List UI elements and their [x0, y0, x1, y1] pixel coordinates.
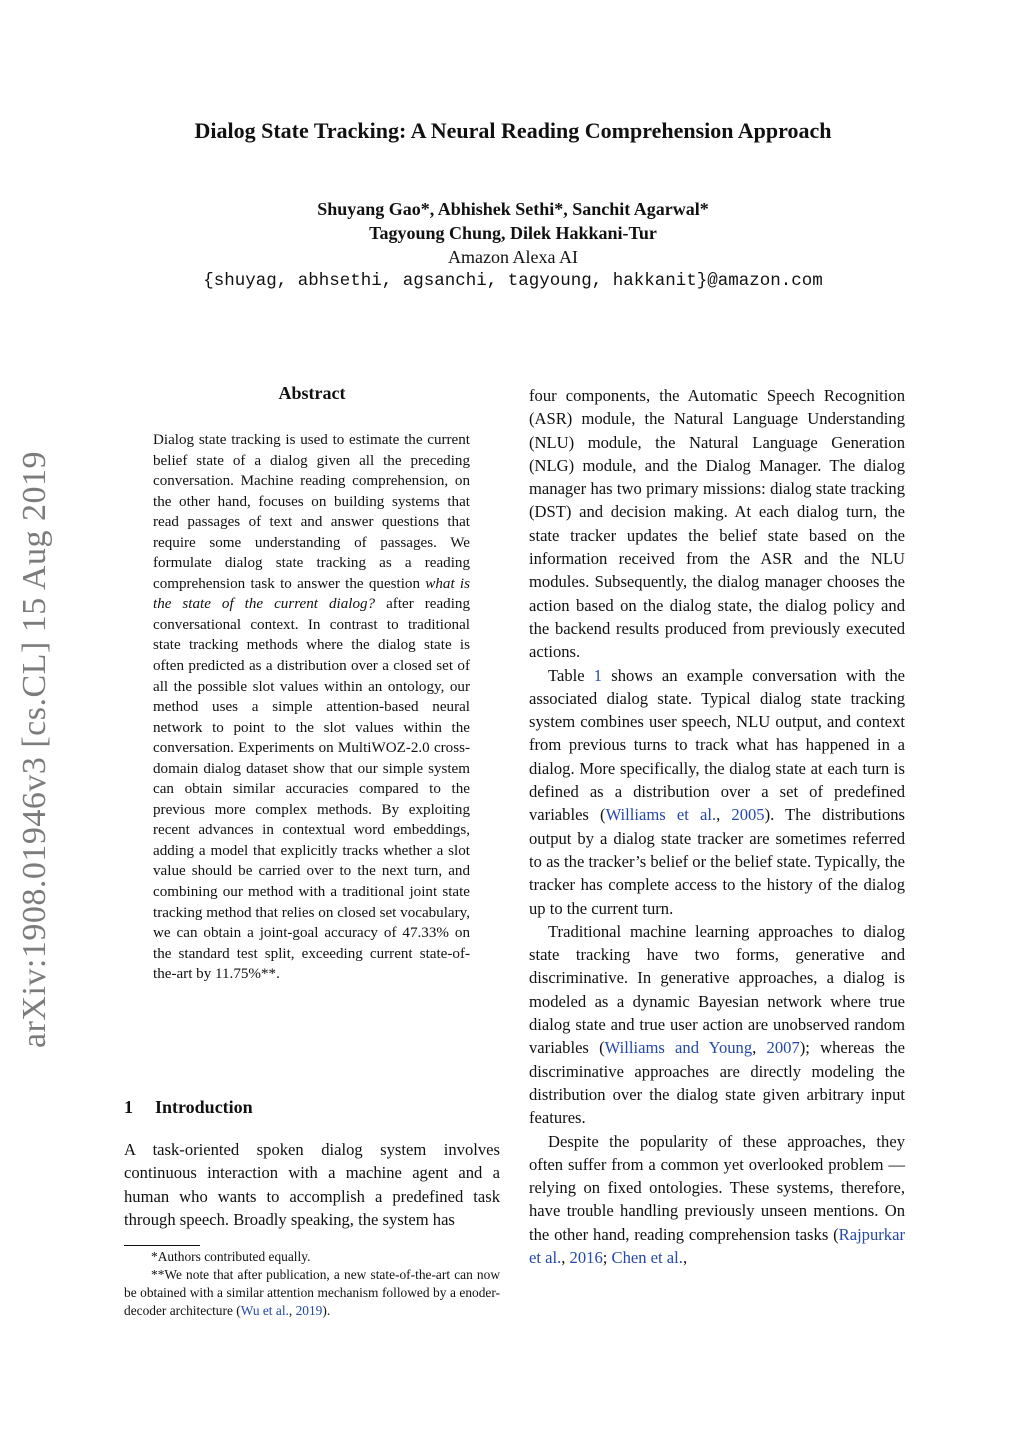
citation-link-williams-young-year[interactable]: 2007 — [766, 1038, 800, 1058]
author-line-1: Shuyang Gao*, Abhishek Sethi*, Sanchit Agarwal* — [317, 199, 709, 219]
p3-text-a: Traditional machine learning approaches to dialog state tracking have two forms, generative and discriminative. In generative approaches, a dialog is modeled as a dynamic Bayesian network where true dialog state and true user action are unobserved random variables ( — [529, 921, 905, 1058]
right-paragraph-1: four components, the Automatic Speech Recognition (ASR) module, the Natural Language Understanding (NLU) module, the Natural Language Generation (NLG) module, and the Dialog Manager. The dialog manager has two primary missions: dialog state tracking (DST) and decision making. At each dialog turn, the state tracker updates the belief state based on the information received from the ASR and the NLU modules. Subsequently, the dialog manager chooses the action based on the dialog state, the dialog policy and the backend results produced from previously executed actions. — [529, 386, 905, 662]
p2-text-c: ). The distributions output by a dialog state tracker are sometimes referred to as the tracker’s belief or the belief state. Typically, the tracker has complete access to the history of the dialog up to the current turn. — [529, 805, 905, 918]
footnote-rule — [124, 1245, 200, 1246]
p2-text-a: Table — [548, 665, 594, 685]
footnotes — [124, 1248, 500, 1320]
introduction-paragraph: A task-oriented spoken dialog system involves continuous interaction with a machine agent and a human who wants to accomplish a predefined task through speech. Broadly speaking, the system has — [124, 1140, 500, 1229]
author-emails: {shuyag, abhsethi, agsanchi, tagyoung, hakkanit}@amazon.com — [203, 271, 823, 291]
p2-text-b: shows an example conversation with the associated dialog state. Typical dialog state tracking system combines user speech, NLU output, and context from previous turns to track what has happened in a dialog. More specifically, the dialog state at each turn is defined as a distribution over a set of predefined variables ( — [529, 665, 905, 825]
citation-separator: , — [716, 805, 732, 825]
p3-text-b: ); whereas the discriminative approaches are directly modeling the distribution over the dialog state given arbitrary input features. — [529, 1038, 905, 1128]
footnote-authors: *Authors contributed equally. — [151, 1249, 311, 1264]
section-title: Introduction — [155, 1097, 253, 1117]
p4-end: , — [682, 1247, 688, 1267]
paper-title: Dialog State Tracking: A Neural Reading Comprehension Approach — [194, 118, 832, 143]
citation-separator: , — [288, 1303, 296, 1318]
arxiv-side-label: arXiv:1908.01946v3 [cs.CL] 15 Aug 2019 — [16, 451, 53, 1048]
citation-link-rajpurkar-year[interactable]: 2016 — [569, 1247, 603, 1267]
right-paragraph-2 — [529, 664, 905, 920]
abstract-question: what is the state of the current dialog? — [153, 575, 470, 613]
citation-link-williams-young[interactable]: Williams and Young — [604, 1038, 753, 1058]
table-ref-link[interactable]: 1 — [593, 665, 603, 685]
citation-separator: , — [561, 1247, 570, 1267]
abstract-body — [153, 430, 470, 985]
section-number: 1 — [124, 1097, 133, 1117]
section-heading-introduction — [124, 1097, 253, 1118]
footnote-sota-end: ). — [322, 1303, 331, 1318]
abstract-text-after: after reading conversational context. In contrast to traditional state tracking methods where the dialog state is often predicted as a distribution over a closed set of all the possible slot values within an ontology, our method uses a simple attention-based neural network to point to the slot values within the conversation. Experiments on MultiWOZ-2.0 cross-domain dialog dataset show that our simple system can obtain similar accuracies compared to the previous more complex methods. By exploiting recent advances in contextual word embeddings, adding a model that explicitly tracks whether a slot value should be carried over to the next turn, and combining our method with a traditional joint state tracking method that relies on closed set vocabulary, we can obtain a joint-goal accuracy of 47.33% on the standard test split, exceeding current state-of-the-art by 11.75%**. — [153, 596, 471, 983]
citation-link-chen[interactable]: Chen et al. — [611, 1247, 683, 1267]
right-paragraph-3 — [529, 920, 905, 1130]
footnote-sota-text: **We note that after publication, a new state-of-the-art can now be obtained with a similar attention mechanism followed by a enoder-decoder architecture ( — [124, 1267, 500, 1318]
footnote-sota — [124, 1266, 500, 1320]
affiliation: Amazon Alexa AI — [448, 247, 578, 267]
p4-text-a: Despite the popularity of these approaches, they often suffer from a common yet overlooked problem — relying on fixed ontologies. These systems, therefore, have trouble handling previously unseen mentions. On the other hand, reading comprehension tasks ( — [529, 1131, 905, 1244]
citation-link-rajpurkar[interactable]: Rajpurkar et al. — [529, 1224, 905, 1267]
citation-link-williams-2005-year[interactable]: 2005 — [731, 805, 765, 825]
right-column — [529, 384, 905, 1269]
citation-link-wu-year[interactable]: 2019 — [295, 1303, 323, 1318]
author-line-2: Tagyoung Chung, Dilek Hakkani-Tur — [369, 223, 657, 243]
citation-link-wu[interactable]: Wu et al. — [240, 1303, 289, 1318]
citation-separator: ; — [602, 1247, 612, 1267]
abstract-heading: Abstract — [278, 383, 346, 403]
right-paragraph-4 — [529, 1130, 905, 1270]
author-block — [100, 197, 926, 293]
abstract-text-before: Dialog state tracking is used to estimate the current belief state of a dialog given all the preceding conversation. Machine reading comprehension, on the other hand, focuses on building systems that read passages of text and answer questions that require some understanding of passages. We formulate dialog state tracking as a reading comprehension task to answer the question — [153, 432, 470, 592]
citation-link-williams-2005[interactable]: Williams et al. — [605, 805, 717, 825]
citation-separator: , — [752, 1038, 767, 1058]
